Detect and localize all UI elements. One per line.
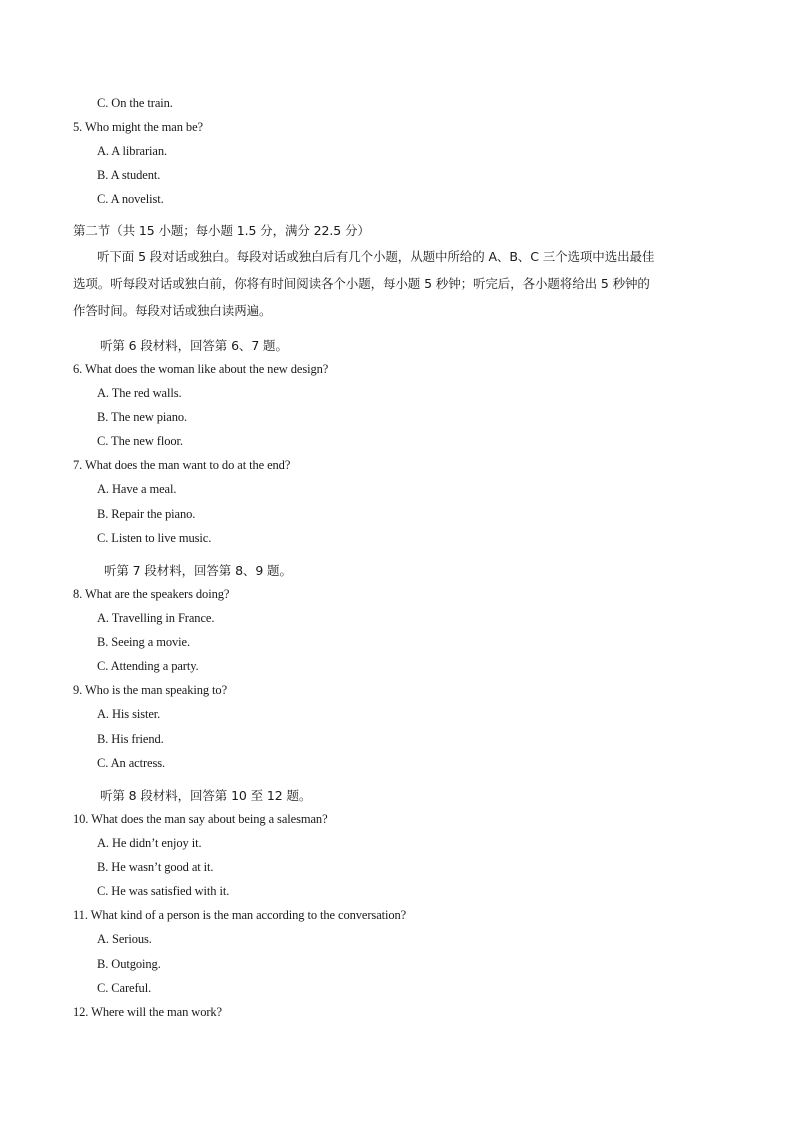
q7-option-a: A. Have a meal. [97, 482, 177, 496]
material6-instruction: 听第 6 段材料，回答第 6、7 题。 [100, 338, 288, 353]
q5-option-c: C. A novelist. [97, 192, 164, 206]
q11-stem: 11. What kind of a person is the man according to the conversation? [73, 908, 407, 922]
q11-option-c: C. Careful. [97, 981, 152, 995]
q7-stem: 7. What does the man want to do at the end? [73, 458, 291, 472]
section2-directions-line3: 作答时间。每段对话或独白读两遍。 [73, 303, 272, 318]
q10-stem: 10. What does the man say about being a salesman? [73, 812, 328, 826]
q8-stem: 8. What are the speakers doing? [73, 587, 230, 601]
q4-option-c: C. On the train. [97, 96, 173, 110]
q7-option-b: B. Repair the piano. [97, 507, 196, 521]
q10-option-c: C. He was satisfied with it. [97, 884, 230, 898]
section2-directions-line2: 选项。听每段对话或独白前，你将有时间阅读各个小题，每小题 5 秒钟；听完后，各小题将给出 5 秒钟的 [73, 276, 650, 291]
q8-option-b: B. Seeing a movie. [97, 635, 190, 649]
q7-option-c: C. Listen to live music. [97, 531, 212, 545]
q6-option-c: C. The new floor. [97, 434, 183, 448]
q5-option-b: B. A student. [97, 168, 161, 182]
q9-option-a: A. His sister. [97, 707, 161, 721]
q8-option-c: C. Attending a party. [97, 659, 199, 673]
q10-option-b: B. He wasn’t good at it. [97, 860, 214, 874]
section2-heading: 第二节（共 15 小题；每小题 1.5 分，满分 22.5 分） [73, 223, 370, 238]
q11-option-a: A. Serious. [97, 932, 152, 946]
material7-instruction: 听第 7 段材料，回答第 8、9 题。 [104, 563, 292, 578]
q10-option-a: A. He didn’t enjoy it. [97, 836, 202, 850]
q6-option-a: A. The red walls. [97, 386, 182, 400]
q5-stem: 5. Who might the man be? [73, 120, 203, 134]
section2-directions-line1: 听下面 5 段对话或独白。每段对话或独白后有几个小题，从题中所给的 A、B、C 三个选项中选出最佳 [97, 249, 655, 264]
q8-option-a: A. Travelling in France. [97, 611, 215, 625]
q5-option-a: A. A librarian. [97, 144, 168, 158]
q9-stem: 9. Who is the man speaking to? [73, 683, 228, 697]
q12-stem: 12. Where will the man work? [73, 1005, 223, 1019]
q9-option-b: B. His friend. [97, 732, 164, 746]
q9-option-c: C. An actress. [97, 756, 166, 770]
q6-option-b: B. The new piano. [97, 410, 188, 424]
q11-option-b: B. Outgoing. [97, 957, 161, 971]
q6-stem: 6. What does the woman like about the new design? [73, 362, 329, 376]
material8-instruction: 听第 8 段材料，回答第 10 至 12 题。 [100, 788, 312, 803]
